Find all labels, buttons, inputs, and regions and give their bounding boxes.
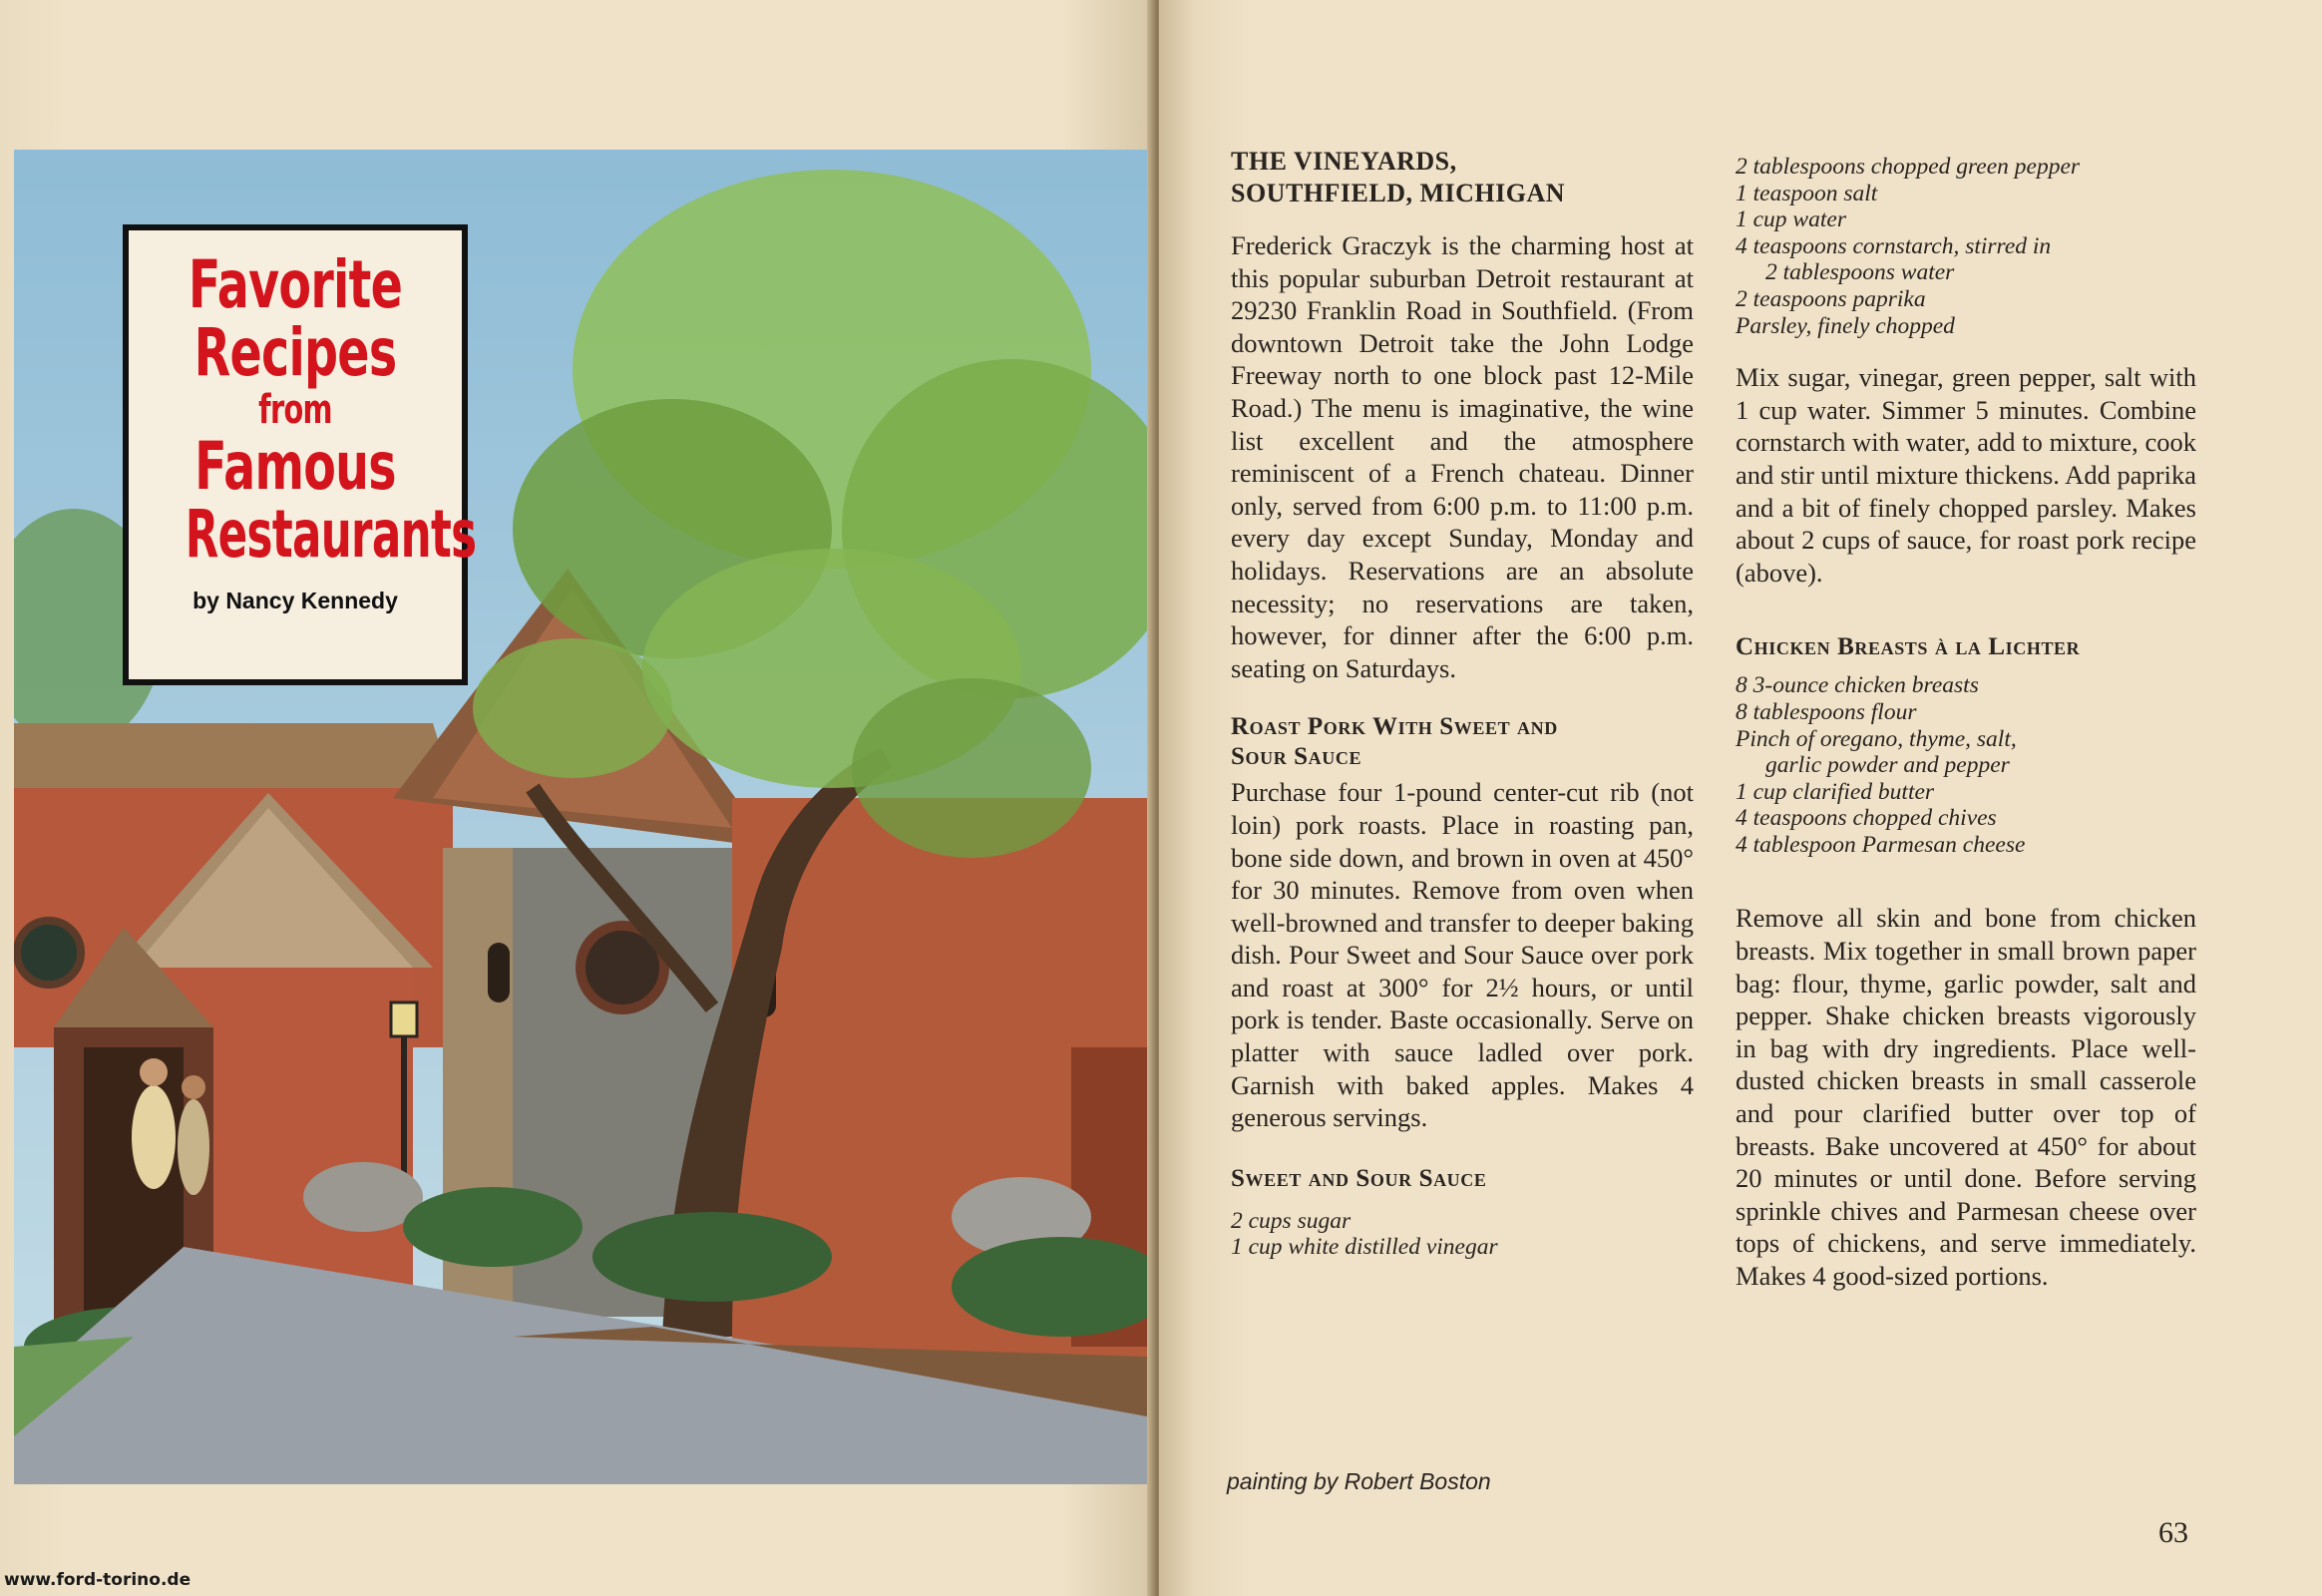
recipe-title-roast-pork <box>1231 712 1694 772</box>
ingredient-item: 2 tablespoons water <box>1765 259 1955 286</box>
ingredient-item: 4 teaspoons cornstarch, stirred in <box>1736 232 2052 259</box>
ingredient-item: 4 tablespoon Parmesan cheese <box>1736 831 2026 858</box>
title-line-from: from <box>258 387 332 433</box>
watermark-text: www.ford-torino.de <box>4 1570 192 1590</box>
title-line-favorite: Favorite <box>188 246 403 323</box>
ingredient-item: 2 cups sugar <box>1231 1207 1352 1234</box>
ingredient-item: Pinch of oregano, thyme, salt, <box>1736 725 2017 752</box>
text-column-right <box>1736 154 2196 1293</box>
ingredient-item: 8 3-ounce chicken breasts <box>1736 672 1979 699</box>
ingredient-item: 2 tablespoons chopped green pepper <box>1736 154 2081 180</box>
ingredient-item: 2 teaspoons paprika <box>1736 285 1926 312</box>
ingredient-item: 1 cup white distilled vinegar <box>1231 1234 1498 1261</box>
intro-paragraph: Frederick Graczyk is the charming host at this popular suburban Detroit restaurant at 29230 Franklin Road in Southfield. (From downtown Detroit take the John Lodge Freeway north to one block past 12-Mile Road.) The menu is imaginative, the wine list excellent and the atmosphere reminiscent of a French chateau. Dinner only, served from 6:00 p.m. to 11:00 p.m. every day except Sunday, Monday and holidays. Reservations are an absolute necessity; no reservations are taken, however, for dinner after the 6:00 p.m. seating on Saturdays. <box>1231 230 1694 683</box>
painting-credit: painting by Robert Boston <box>1227 1468 1491 1494</box>
ingredient-list-continued <box>1736 154 2196 339</box>
author-byline: by Nancy Kennedy <box>193 588 398 613</box>
restaurant-location: SOUTHFIELD, MICHIGAN <box>1231 179 1566 207</box>
recipe-title-line: Sour Sauce <box>1231 743 1362 771</box>
recipe-title-chicken-breasts: Chicken Breasts à la Lichter <box>1736 633 2081 661</box>
title-line-famous: Famous <box>194 428 396 505</box>
recipe-title-sweet-sour-sauce: Sweet and Sour Sauce <box>1231 1164 1487 1192</box>
ingredient-item: 1 cup clarified butter <box>1736 778 1935 805</box>
ingredient-item: 4 teaspoons chopped chives <box>1736 805 1997 832</box>
sauce-directions: Mix sugar, vinegar, green pepper, salt with 1 cup water. Simmer 5 minutes. Combine cornstarch with water, add to mixture, cook and stir until mixture thickens. Add paprika and a bit of finely chopped parsley. Makes about 2 cups of sauce, for roast pork recipe (above). <box>1736 362 2196 588</box>
ingredient-list <box>1231 1208 1694 1261</box>
title-line-recipes: Recipes <box>194 314 397 391</box>
title-box <box>123 224 477 685</box>
title-line-restaurants: Restaurants <box>185 496 477 573</box>
text-column-left <box>1231 146 1694 1261</box>
ingredient-item: 1 teaspoon salt <box>1736 180 1878 206</box>
restaurant-heading <box>1231 146 1694 209</box>
ingredient-item: garlic powder and pepper <box>1765 752 2010 779</box>
ingredient-item: Parsley, finely chopped <box>1736 312 1955 339</box>
recipe-title-line: Roast Pork With Sweet and <box>1231 713 1558 741</box>
page-number: 63 <box>2158 1516 2188 1549</box>
chicken-directions: Remove all skin and bone from chicken breasts. Mix together in small brown paper bag: flour, thyme, garlic powder, salt and pepper. Shake chicken breasts vigorously in bag with dry ingredients. Place well-dusted chicken breasts in small casserole and pour clarified butter over top of breasts. Bake uncovered at 450° for about 20 minutes or until done. Before serving sprinkle chives and Parmesan cheese over tops of chickens, and serve immediately. Makes 4 good-sized portions. <box>1736 903 2196 1291</box>
ingredient-item: 1 cup water <box>1736 206 1846 233</box>
ingredient-list <box>1736 672 2196 858</box>
roast-pork-directions: Purchase four 1-pound center-cut rib (not loin) pork roasts. Place in roasting pan, bone side down, and brown in oven at 450° for 30 minutes. Remove from oven when well-browned and transfer to deeper baking dish. Pour Sweet and Sour Sauce over pork and roast at 300° for 2½ hours, or until pork is tender. Baste occasionally. Serve on platter with sauce ladled over pork. Garnish with baked apples. Makes 4 generous servings. <box>1231 777 1694 1133</box>
restaurant-name: THE VINEYARDS, <box>1231 147 1457 176</box>
left-page <box>0 0 1155 1596</box>
ingredient-item: 8 tablespoons flour <box>1736 698 1917 725</box>
